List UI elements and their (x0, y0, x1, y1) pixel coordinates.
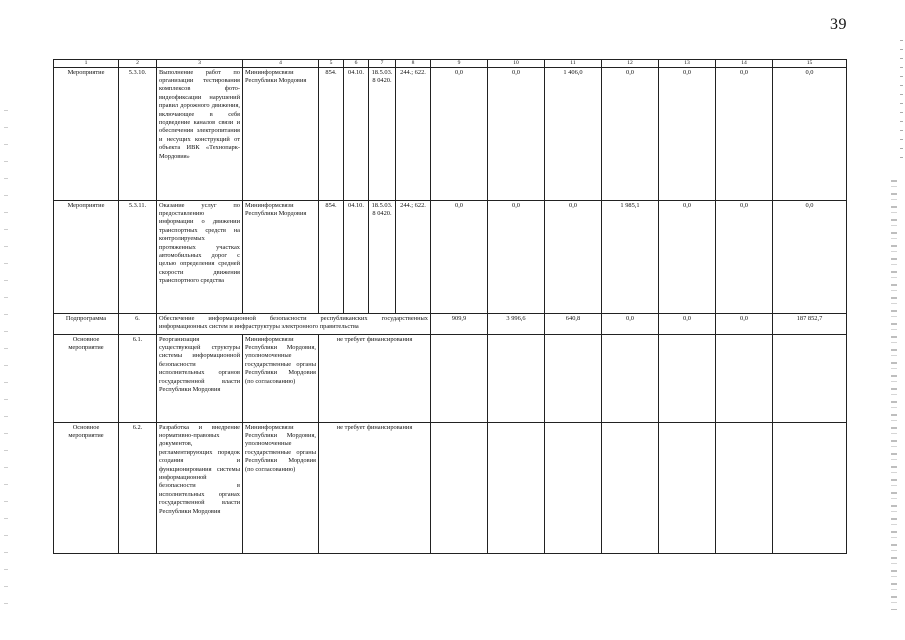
empty-cell (431, 334, 488, 422)
budget-table (53, 59, 847, 554)
row-name: Выполнение работ по организации тестирования комплексов фото-видеофиксации нарушений правил дорожного движения, включающее в себя подведение каналов связи и обеспечения электропитания и несущих конструкций от объекта ИВК «Технопарк-Мордовия» (157, 67, 243, 200)
row-grbs: 854. (319, 200, 344, 313)
row-code: 5.3.11. (119, 200, 157, 313)
row-code: 6.1. (119, 334, 157, 422)
row-executor: Мининформсвязи Республики Мордовия, уполномоченные государственные органы Республики Мордовия (по согласованию) (243, 334, 319, 422)
empty-cell (602, 334, 659, 422)
empty-cell (659, 422, 716, 553)
column-number: 15 (773, 60, 847, 68)
scan-edge-artifact (900, 40, 903, 160)
empty-cell (773, 334, 847, 422)
row-value-2018: 0,0 (659, 313, 716, 334)
row-value-2020: 0,0 (773, 67, 847, 200)
scan-edge-artifact (4, 110, 8, 610)
column-number: 6 (344, 60, 369, 68)
row-name: Разработка и внедрение нормативно-правовых документов, регламентирующих порядок создания и функционирования системы информационной безопасности в исполнительных органах государственной власти Республики Мордовия (157, 422, 243, 553)
row-executor: Мининформсвязи Республики Мордовия, уполномоченные государственные органы Республики Мордовия (по согласованию) (243, 422, 319, 553)
column-number: 2 (119, 60, 157, 68)
empty-cell (716, 334, 773, 422)
row-value-2015: 0,0 (488, 200, 545, 313)
empty-cell (488, 334, 545, 422)
empty-cell (602, 422, 659, 553)
row-value-2018: 0,0 (659, 67, 716, 200)
empty-cell (545, 334, 602, 422)
row-value-2016: 640,8 (545, 313, 602, 334)
row-code: 5.3.10. (119, 67, 157, 200)
column-number: 4 (243, 60, 319, 68)
row-value-2019: 0,0 (716, 200, 773, 313)
row-value-2020: 0,0 (773, 200, 847, 313)
row-name: Реорганизация существующей структуры системы информационной безопасности исполнительных органов государственной власти Республики Мордовия (157, 334, 243, 422)
table-row (54, 200, 847, 313)
row-value-2017: 0,0 (602, 67, 659, 200)
column-number: 8 (396, 60, 431, 68)
row-code: 6.2. (119, 422, 157, 553)
row-value-2016: 1 406,0 (545, 67, 602, 200)
row-funding-note: не требует финансирования (319, 422, 431, 553)
empty-cell (716, 422, 773, 553)
column-number: 11 (545, 60, 602, 68)
empty-cell (488, 422, 545, 553)
row-value-2014: 909,9 (431, 313, 488, 334)
column-number: 3 (157, 60, 243, 68)
row-value-2015: 3 996,6 (488, 313, 545, 334)
row-funding-note: не требует финансирования (319, 334, 431, 422)
table-row (54, 422, 847, 553)
row-csr: 18.5.03.8 0420. (369, 200, 396, 313)
row-value-2014: 0,0 (431, 200, 488, 313)
row-name: Оказание услуг по предоставлению информации о движении транспортных средств на контролируемых протяженных участках автомобильных дорог с целью определения средней скорости движения транспортного средства (157, 200, 243, 313)
table-header-row (54, 60, 847, 68)
empty-cell (773, 422, 847, 553)
row-value-2019: 0,0 (716, 313, 773, 334)
empty-cell (659, 334, 716, 422)
row-rzpr: 04.10. (344, 200, 369, 313)
row-value-2019: 0,0 (716, 67, 773, 200)
row-type: Мероприятие (54, 200, 119, 313)
column-number: 5 (319, 60, 344, 68)
row-value-2017: 0,0 (602, 313, 659, 334)
row-value-2015: 0,0 (488, 67, 545, 200)
row-type: Мероприятие (54, 67, 119, 200)
row-value-2020: 187 852,7 (773, 313, 847, 334)
empty-cell (545, 422, 602, 553)
row-executor: Мининформсвязи Республики Мордовия (243, 67, 319, 200)
row-value-2017: 1 985,1 (602, 200, 659, 313)
table-row (54, 334, 847, 422)
table-row (54, 67, 847, 200)
row-executor: Мининформсвязи Республики Мордовия (243, 200, 319, 313)
row-type: Основное мероприятие (54, 422, 119, 553)
row-vr: 244.; 622. (396, 200, 431, 313)
row-type: Подпрограмма (54, 313, 119, 334)
row-value-2018: 0,0 (659, 200, 716, 313)
page-number: 39 (830, 16, 847, 33)
row-csr: 18.5.03.8 0420. (369, 67, 396, 200)
empty-cell (431, 422, 488, 553)
row-grbs: 854. (319, 67, 344, 200)
row-vr: 244.; 622. (396, 67, 431, 200)
scan-edge-artifact (891, 180, 897, 610)
column-number: 1 (54, 60, 119, 68)
row-name: Обеспечение информационной безопасности республиканских государственных информационных систем и инфраструктуры электронного правительства (157, 313, 431, 334)
column-number: 12 (602, 60, 659, 68)
column-number: 14 (716, 60, 773, 68)
column-number: 7 (369, 60, 396, 68)
row-value-2016: 0,0 (545, 200, 602, 313)
row-code: 6. (119, 313, 157, 334)
row-type: Основное мероприятие (54, 334, 119, 422)
table-row-subprogram (54, 313, 847, 334)
column-number: 9 (431, 60, 488, 68)
row-value-2014: 0,0 (431, 67, 488, 200)
row-rzpr: 04.10. (344, 67, 369, 200)
column-number: 10 (488, 60, 545, 68)
column-number: 13 (659, 60, 716, 68)
